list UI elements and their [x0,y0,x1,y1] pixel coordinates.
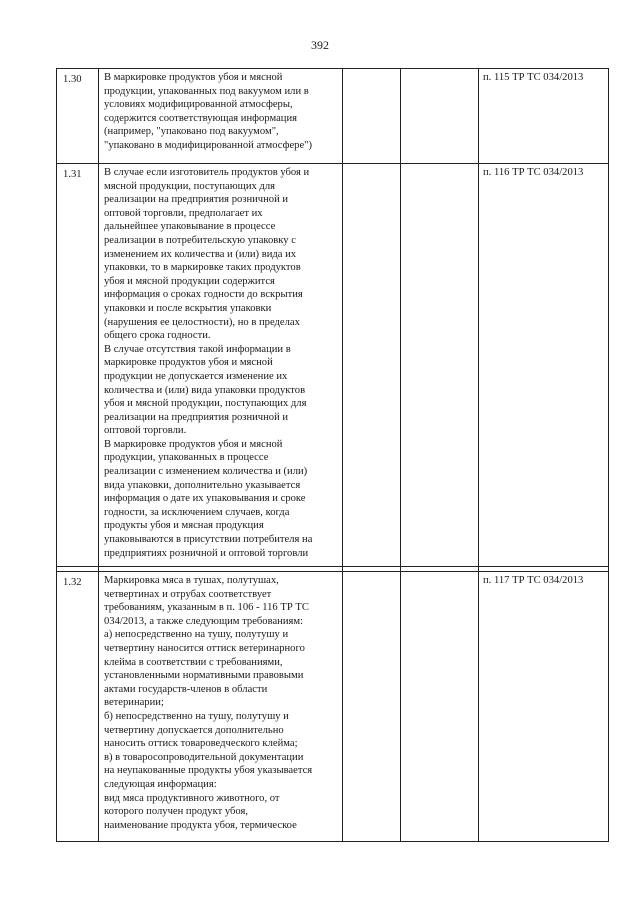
row-number-cell [57,164,99,567]
reference-cell [479,164,609,567]
requirement-line: Маркировка мяса в тушах, полутушах, [104,575,279,586]
requirement-line: б) непосредственно на тушу, полутушу и [104,710,289,722]
requirement-line: следующая информация: [104,778,217,790]
requirement-line: информация о сроках годности до вскрытия [104,289,303,301]
requirement-line: оптовой торговли, предполагает их [104,207,263,219]
requirement-line: а) непосредственно на тушу, полутушу и [104,629,289,641]
requirement-cell [99,164,343,567]
row-number-cell [57,69,99,164]
requirement-line: на неупакованные продукты убоя указывается [104,765,313,777]
requirement-line: которого получен продукт убоя, [104,806,249,818]
requirement-line: предприятиях розничной и оптовой торговли [104,547,309,559]
requirement-line: упаковки и после вскрытия упаковки [104,302,272,314]
empty-cell [343,164,401,567]
row-number: 1.30 [63,74,82,85]
reference-cell [479,69,609,164]
requirement-line: требованиям, указанным в п. 106 - 116 ТР ТС [104,602,309,614]
reference-text: п. 115 ТР ТС 034/2013 [483,72,584,83]
requirement-line: четвертинах и отрубах соответствует [104,588,272,600]
requirement-line: содержится соответствующая информация [104,112,297,124]
reference-text: п. 116 ТР ТС 034/2013 [483,167,584,178]
requirement-line: реализации с изменением количества и (или) [104,466,308,478]
table-row [57,572,609,842]
requirement-line: четвертину наносится оттиск ветеринарного [104,642,305,654]
requirement-cell [99,69,343,164]
requirement-line: установленными нормативными правовыми [104,670,304,682]
requirement-line: ветеринарии; [104,697,164,709]
requirement-line: упаковываются в присутствии потребителя на [104,534,313,546]
requirement-cell [99,572,343,842]
requirement-line: продукты убоя и мясная продукция [104,520,264,532]
requirement-line: изменением их количества и (или) вида их [104,248,297,260]
requirement-line: актами государств-членов в области [104,683,268,695]
requirement-line: реализации на предприятия розничной и [104,194,289,206]
requirement-line: клейма в соответствии с требованиями, [104,656,283,668]
requirement-line: мясной продукции, поступающих для [104,180,275,192]
table-row [57,69,609,164]
empty-cell [401,572,479,842]
row-number: 1.31 [63,169,82,180]
requirement-line: В случае если изготовитель продуктов убоя и [104,167,310,178]
requirement-line: наименование продукта убоя, термическое [104,819,297,831]
requirement-line: информация о дате их упаковывания и сроке [104,493,306,505]
requirement-line: В маркировке продуктов убоя и мясной [104,72,283,83]
requirement-line: (нарушения ее целостности), но в пределах [104,316,300,328]
requirement-line: убоя и мясной продукции содержится [104,275,275,287]
requirement-line: маркировке продуктов убоя и мясной [104,357,273,369]
page-number: 392 [311,38,329,52]
requirement-line: наносить оттиск товароведческого клейма; [104,738,298,750]
requirement-line: В случае отсутствия такой информации в [104,343,291,355]
requirement-line: условиях модифицированной атмосферы, [104,99,293,111]
requirement-line: упаковки, то в маркировке таких продуктов [104,262,301,274]
empty-cell [401,164,479,567]
requirement-line: годности, за исключением случаев, когда [104,506,290,518]
requirement-line: четвертину допускается дополнительно [104,724,284,736]
requirement-line: продукции, упакованных под вакуумом или в [104,85,309,97]
requirement-line: в) в товаросопроводительной документации [104,751,304,763]
requirements-table [56,68,609,842]
requirement-line: дальнейшее упаковывание в процессе [104,221,276,233]
row-number: 1.32 [63,577,82,588]
requirement-line: В маркировке продуктов убоя и мясной [104,438,283,450]
row-number-cell [57,572,99,842]
reference-text: п. 117 ТР ТС 034/2013 [483,575,584,586]
requirement-line: вид мяса продуктивного животного, от [104,792,280,804]
requirement-line: продукции не допускается изменение их [104,370,288,382]
table-body [57,69,609,842]
table-row [57,164,609,567]
requirement-line: убоя и мясной продукции, поступающих для [104,398,307,410]
requirement-line: вида упаковки, дополнительно указывается [104,479,301,491]
requirement-line: общего срока годности. [104,330,211,342]
requirement-line: реализации на предприятия розничной и [104,411,289,423]
empty-cell [343,572,401,842]
empty-cell [343,69,401,164]
empty-cell [401,69,479,164]
requirement-line: количества и (или) вида упаковки продуктов [104,384,306,396]
requirement-line: реализации в потребительскую упаковку с [104,234,296,246]
requirement-line: "упаковано в модифицированной атмосфере") [104,139,313,151]
requirement-line: оптовой торговли. [104,425,187,437]
requirement-line: (например, "упаковано под вакуумом", [104,126,279,138]
requirement-line: 034/2013, а также следующим требованиям: [104,615,304,627]
requirement-line: продукции, упакованных в процессе [104,452,269,464]
reference-cell [479,572,609,842]
